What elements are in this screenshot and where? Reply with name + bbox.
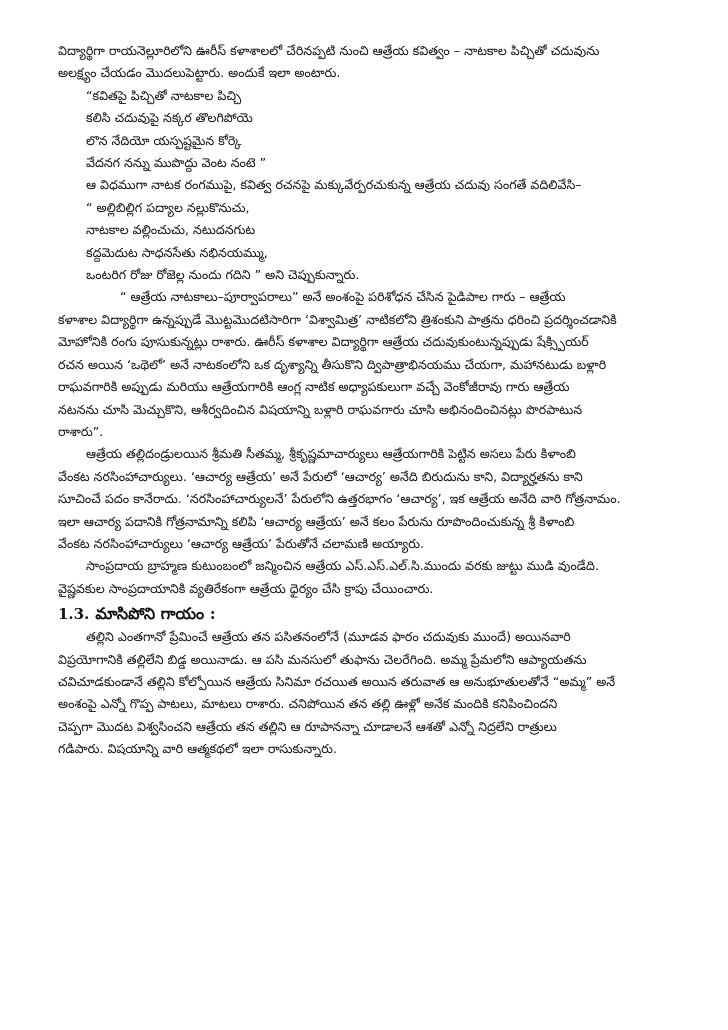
section-number: 1.3. [58, 605, 90, 624]
verse-line: కలిసి చదువుపై నక్కర తొలగిపోయె [86, 110, 253, 126]
tradition-paragraph [58, 555, 678, 600]
text-line: చవిచూడకుండానే తల్లిని కోల్పోయిన ఆత్రేయ సినిమా రచయిత అయిన తరువాత ఆ అనుభూతులతోనే “అమ్మ” అనే [58, 673, 616, 689]
text-line: విద్యార్థిగా రాయనెల్లూరిలోని ఊరీస్ కళాశాలలో చేరినప్పటి నుంచి ఆత్రేయ కవిత్వం – నాటకాల పిచ్చితో చదువును [58, 43, 600, 58]
text-line: అంశంపై ఎన్నో గొప్ప పాటలు, మాటలు రాశారు. చనిపోయిన తన తల్లి ఊళ్లో అనేక మందికి కనిపించిందని [58, 696, 558, 712]
text-line: గడిపారు. విషయాన్ని వారి ఆత్మకథలో ఇలా రాసుకున్నారు. [58, 741, 337, 757]
text-line: సూచించే పదం కానేరాదు. ‘నరసింహాచార్యులనే’ పేరులోని ఉత్తరభాగం ‘ఆచార్య’, ఇక ఆత్రేయ అనేది వారి గోత్రనామం. [58, 491, 621, 507]
text-line: మోహోనికి రంగు పూసుకున్నట్లు రాశారు. ఊరీస్ కళాశాల విద్యార్థిగా ఆత్రేయ చదువుకుంటున్నప్పుడు షేక్స్పియర్ [58, 334, 589, 350]
verse-line: కద్దమెదుట సాధనసేతు నభినయమ్ము, [86, 244, 268, 260]
text-line: విప్రయోగానికి తల్లిలేని బిడ్డ అయినాడు. ఆ పసి మనసులో తుఫాను చెలరేగింది. అమ్మ ప్రేమలోని ఆప్యాయతను [58, 651, 587, 667]
name-paragraph [58, 443, 678, 555]
text-line: ఆత్రేయ తల్లిదండ్రులయిన శ్రీమతి సీతమ్మ, శ్రీకృష్ణమాచార్యులు ఆత్రేయగారికి పెట్టిన అసలు పేరు కిళాంబి [86, 446, 576, 462]
verse-line: వేదనగ నన్ను ముపొద్దు వెంట నంటె ” [86, 155, 267, 171]
text-line: అలక్ష్యం చేయడం మొదలుపెట్టారు. అందుకే ఇలా అంటారు. [58, 65, 341, 81]
text-line: నటనను చూసి మెచ్చుకొని, ఆశీర్వదించిన విషయాన్ని బళ్లారి రాఘవగారు చూసి అభినందించినట్లు పొరపాటున [58, 401, 583, 417]
verse-line: నాటకాల వల్లించుచు, నటుదనగుట [86, 222, 256, 238]
verse-line: ఒంటరిగ రోజు రోజెల్ల నుందు గదిని ” అని చెప్పుకున్నారు. [86, 267, 360, 283]
text-line: రాఘవగారికి అప్పుడు మరియు ఆత్రేయగారికి ఆంగ్ల నాటిక అధ్యాపకులుగా వచ్చే వెంకోజీరావు గారు ఆత్రేయ [58, 379, 570, 395]
bridge-line: ఆ విధముగా నాటక రంగముపై, కవిత్వ రచనపై మక్కువేర్పరచుకున్న ఆత్రేయ చదువు సంగతే వదిలివేసి– [86, 177, 582, 193]
text-line: సాంప్రదాయ బ్రాహ్మణ కుటుంబంలో జన్మించిన ఆత్రేయ ఎస్.ఎస్.ఎల్.సి.ముందు వరకు జుట్టు ముడి వుండేది. [86, 558, 599, 574]
verse-quote-2 [58, 197, 678, 287]
research-paragraph [58, 286, 678, 443]
text-line: తల్లిని ఎంతగానో ప్రేమించే ఆత్రేయ తన పసితనంలోనే (మూడవ ఫారం చదువుకు ముందే) అయినవారి [86, 629, 571, 645]
text-line: వేంకట నరసింహాచార్యులు. ‘ఆచార్య ఆత్రేయ’ అనే పేరులో ‘ఆచార్య’ అనేది బిరుదును కాని, విద్యార్హతను కాని [58, 468, 583, 484]
text-line: కళాశాల విద్యార్థిగా ఉన్నప్పుడే మొట్టమొదటిసారిగా ‘విశ్వామిత్ర’ నాటికలోని త్రిశంకుని పాత్రను ధరించి ప్రదర్శించడానికి [58, 311, 617, 327]
text-line: ఇలా ఆచార్య పదానికి గోత్రనామాన్ని కలిపి ‘ఆచార్య ఆత్రేయ’ అనే కలం పేరును రూపొందించుకున్న శ్రీ కిళాంబి [58, 513, 575, 529]
section-heading [58, 602, 678, 626]
text-line: “ ఆత్రేయ నాటకాలు–పూర్వాపరాలు” అనే అంశంపై పరిశోధన చేసిన పైడిపాల గారు – ఆత్రేయ [120, 289, 566, 305]
verse-line: “ అల్లిబిల్లిగ పద్యాల నల్లుకొనుచు, [86, 199, 250, 215]
section-title: మాసిపోని గాయం : [95, 604, 216, 624]
mother-paragraph [58, 626, 678, 760]
text-line: రచన అయిన ‘ఒథెలో’ అనే నాటకంలోని ఒక దృశ్యాన్ని తీసుకొని ద్విపాత్రాభినయము చేయగా, మహానటుడు బళ్లారి [58, 356, 607, 372]
verse-line: లొన నేదియో యస్పష్టమైన కోర్కె [86, 132, 242, 148]
text-line: వైష్ణవకుల సాంప్రదాయానికి వ్యతిరేకంగా ఆత్రేయ ధైర్యం చేసి క్రాపు చేయించారు. [58, 580, 434, 596]
text-line: వేంకట నరసింహాచార్యులు ‘ఆచార్య ఆత్రేయ’ పేరుతోనే చలామణి అయ్యారు. [58, 535, 424, 551]
verse-line: “కవితపై పిచ్చితో నాటకాల పిచ్చి [86, 87, 242, 103]
text-line: రాశారు”. [58, 423, 104, 439]
text-line: చెప్పగా మొదట విశ్వసించని ఆత్రేయ తన తల్లిని ఆ రూపానన్నా చూడాలనే ఆశతో ఎన్నో నిద్రలేని రాత్రులు [58, 718, 557, 734]
document-page [58, 40, 678, 761]
verse-quote-1 [58, 85, 678, 197]
intro-paragraph [58, 40, 678, 85]
